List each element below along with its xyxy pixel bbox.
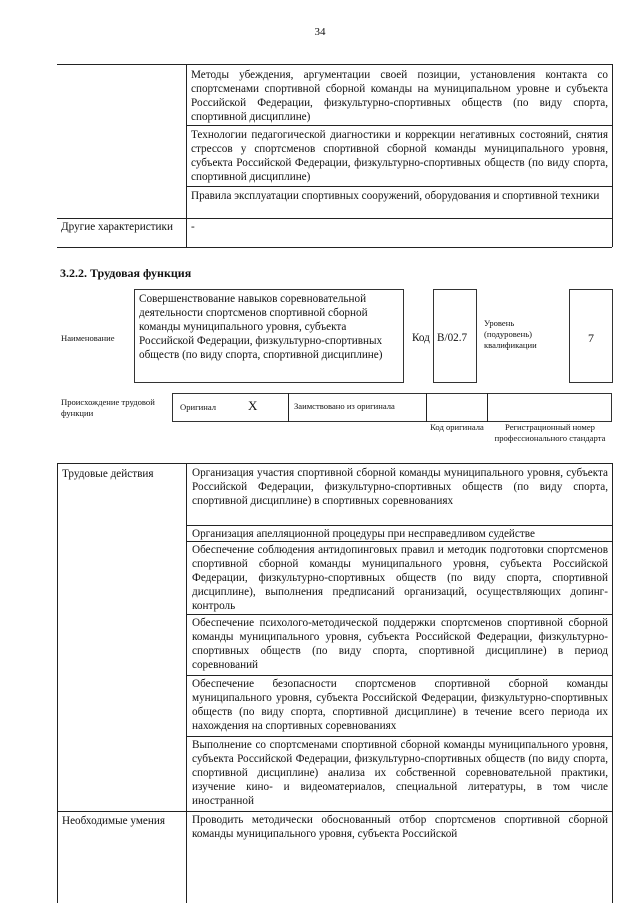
name-value: Совершенствование навыков соревновательной деятельности спортсменов спортивной сборной команды муниципального уровня, субъекта Российской Федерации, физкультурно-спортивных обществ (по виду спорта, спортивной дисциплине): [139, 293, 383, 361]
original-mark: X: [248, 398, 258, 413]
knowledge-row: Методы убеждения, аргументации своей позиции, установления контакта со спортсменами спортивной сборной команды на муниципальном уровне и субъекта Российской Федерации, физкультурно-спортивных обществ (по виду спорта, спортивной дисциплине): [191, 69, 608, 123]
original-label: Оригинал: [180, 402, 217, 412]
other-characteristics-label: Другие характеристики: [61, 221, 173, 233]
labor-action-row: Обеспечение психолого-методической поддержки спортсменов спортивной сборной команды муниципального уровня, субъекта Российской Федерации, физкультурно-спортивных обществ (по виду спорта, спортивной дисциплине) в период соревнований: [192, 617, 608, 671]
level-value: 7: [588, 331, 594, 345]
labor-action-row: Выполнение со спортсменами спортивной сборной команды муниципального уровня, субъекта Российской Федерации, физкультурно-спортивных обществ (по виду спорта, спортивной дисциплине) анализа их собственной соревновательной практики, изучение кино- и видеоматериалов, специальной литературы, в том числе иностранной: [192, 739, 608, 807]
code-label: Код: [412, 332, 430, 344]
section-heading: 3.2.2. Трудовая функция: [60, 266, 192, 280]
code-original-label: Код оригинала: [430, 422, 484, 432]
labor-action-row: Обеспечение соблюдения антидопинговых правил и методик подготовки спортсменов спортивной сборной команды муниципального уровня, субъекта Российской Федерации, физкультурно-спортивных обществ (по виду спорта, спортивной дисциплине), выполнения предписаний организаций, осуществляющих допинг-контроль: [192, 544, 608, 612]
skill-row: Проводить методически обоснованный отбор спортсменов спортивной сборной команды муниципального уровня, субъекта Российской: [192, 814, 608, 840]
borrowed-label: Заимствовано из оригинала: [294, 401, 395, 411]
skills-label: Необходимые умения: [62, 815, 165, 827]
labor-action-row: Организация апелляционной процедуры при несправедливом судействе: [192, 528, 535, 540]
labor-action-row: Обеспечение безопасности спортсменов спортивной сборной команды муниципального уровня, субъекта Российской Федерации, физкультурно-спортивных обществ (по виду спорта, спортивной дисциплине) в течение всего периода их нахождения на спортивных соревнованиях: [192, 678, 608, 732]
knowledge-row: Правила эксплуатации спортивных сооружений, оборудования и спортивной техники: [191, 190, 600, 202]
labor-action-row: Организация участия спортивной сборной команды муниципального уровня, субъекта Российской Федерации, физкультурно-спортивных обществ (по виду спорта, спортивной дисциплине) в спортивных соревнованиях: [192, 467, 608, 507]
name-label: Наименование: [61, 333, 115, 343]
knowledge-row: Технологии педагогической диагностики и коррекции негативных состояний, снятия стрессов у спортсменов спортивной сборной команды муниципального уровня, субъекта Российской Федерации, физкультурно-спортивных обществ (по виду спорта, спортивной дисциплине): [191, 129, 608, 183]
level-label: Уровень (подуровень) квалификации: [484, 318, 537, 350]
other-characteristics-value: -: [191, 221, 195, 233]
reg-number-label: Регистрационный номер профессионального стандарта: [494, 422, 606, 443]
origin-label: Происхождение трудовой функции: [61, 397, 155, 418]
code-value: B/02.7: [437, 332, 468, 344]
page-number: 34: [314, 26, 326, 38]
labor-actions-label: Трудовые действия: [62, 468, 154, 480]
